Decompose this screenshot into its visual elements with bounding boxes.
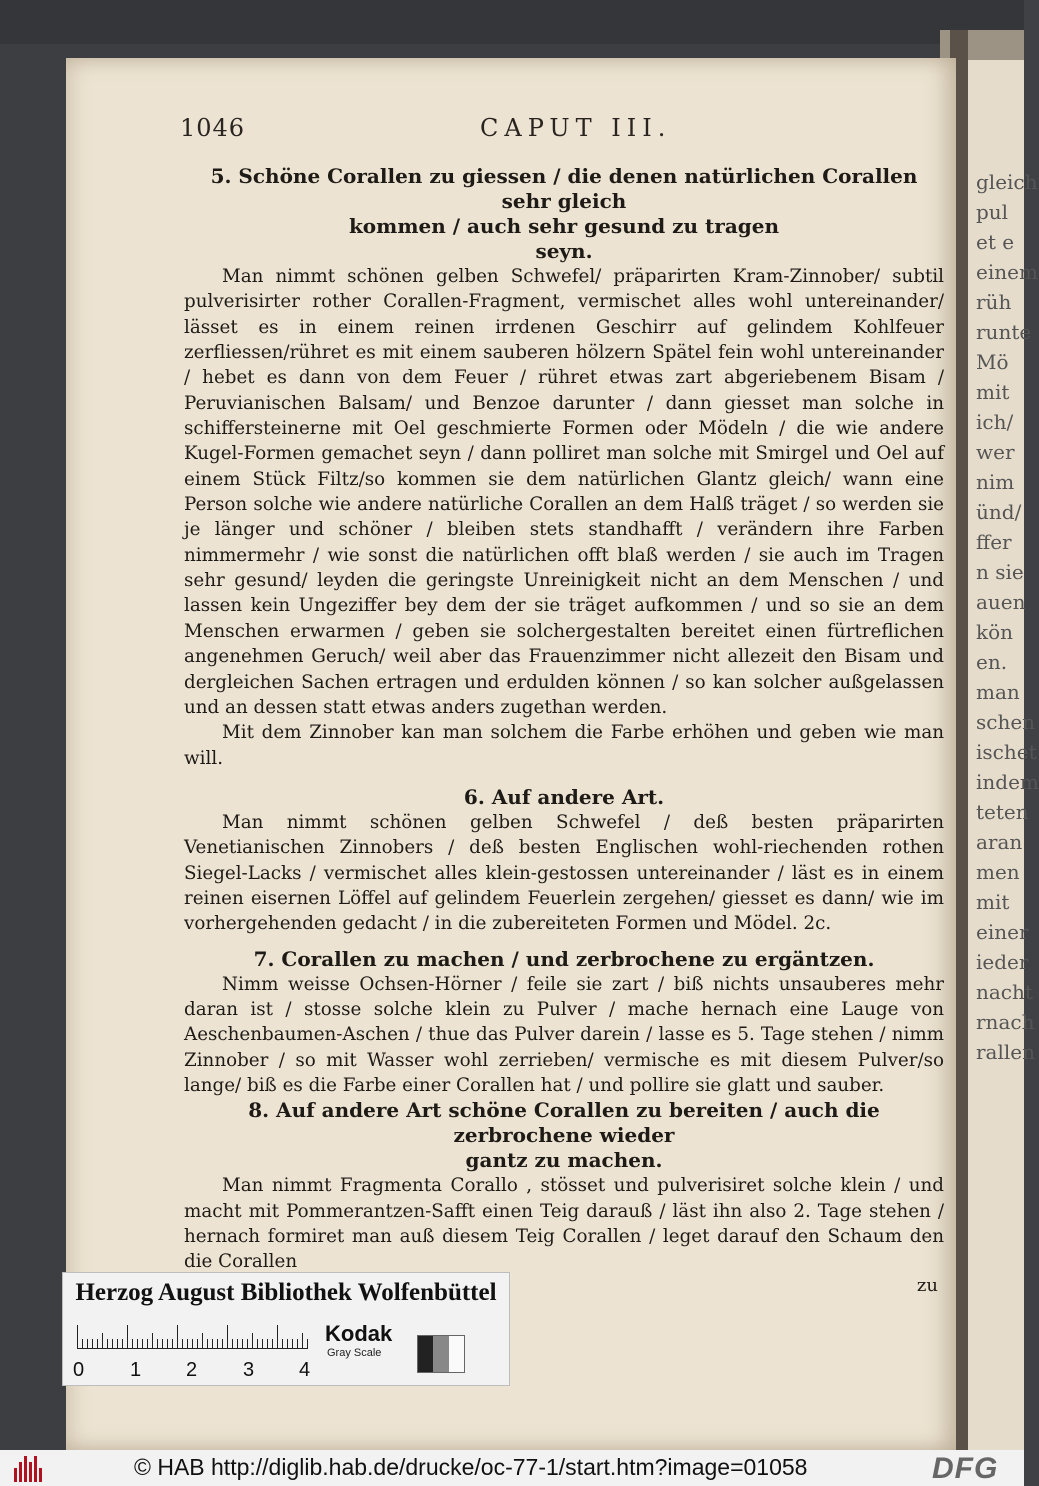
- next-page-fragment: [968, 60, 1039, 1450]
- ruler-tick: [162, 1339, 163, 1349]
- ruler-tick: [217, 1339, 218, 1349]
- ruler-tick: [177, 1325, 178, 1349]
- ruler-tick: [122, 1339, 123, 1349]
- next-page-text: gleich: [976, 170, 1038, 194]
- page-header: [180, 114, 780, 148]
- next-page-text: auen: [976, 590, 1026, 614]
- next-page-text: mit: [976, 380, 1010, 404]
- copyright-url: © HAB http://diglib.hab.de/drucke/oc-77-1/start.htm?image=01058: [134, 1454, 808, 1480]
- ruler-tick: [292, 1339, 293, 1349]
- section-5-heading-line2: kommen / auch sehr gesund zu tragen: [348, 214, 780, 238]
- ruler-tick: [167, 1339, 168, 1349]
- next-page-text: pul: [976, 200, 1009, 224]
- ruler-tick: [297, 1339, 298, 1349]
- running-head: CAPUT III.: [480, 114, 672, 142]
- section-8-heading-line1: 8. Auf andere Art schöne Corallen zu bereiten / auch die zerbrochene wieder: [248, 1098, 880, 1148]
- ruler-tick: [107, 1339, 108, 1349]
- next-page-text: aran: [976, 830, 1023, 854]
- next-page-text: einer: [976, 920, 1029, 944]
- gray-scale-patches: [417, 1335, 465, 1373]
- ruler-tick: [92, 1339, 93, 1349]
- next-page-text: rallen: [976, 1040, 1035, 1064]
- ruler-tick: [127, 1325, 128, 1349]
- ruler-tick: [282, 1339, 283, 1349]
- ruler-tick: [207, 1339, 208, 1349]
- ruler-tick: [247, 1339, 248, 1349]
- next-page-text: runte: [976, 320, 1032, 344]
- ruler-number-2: 2: [186, 1359, 198, 1381]
- ruler-tick: [142, 1339, 143, 1349]
- ruler-tick: [102, 1333, 103, 1349]
- next-page-text: ieder: [976, 950, 1029, 974]
- ruler-tick: [252, 1333, 253, 1349]
- ruler-tick: [77, 1325, 78, 1349]
- ruler-tick: [197, 1339, 198, 1349]
- ruler-tick: [287, 1339, 288, 1349]
- ruler-tick: [212, 1339, 213, 1349]
- next-page-text: ischet: [976, 740, 1037, 764]
- next-page-text: kön: [976, 620, 1014, 644]
- ruler-tick: [307, 1339, 308, 1349]
- next-page-text: mit: [976, 890, 1010, 914]
- next-page-text: nacht: [976, 980, 1033, 1004]
- section-8-heading-line2: gantz zu machen.: [465, 1148, 663, 1173]
- ruler-tick: [237, 1339, 238, 1349]
- ruler-tick: [97, 1339, 98, 1349]
- ruler-number-4: 4: [299, 1359, 311, 1381]
- ruler-tick: [147, 1339, 148, 1349]
- ruler-tick: [277, 1325, 278, 1349]
- next-page-text: nim: [976, 470, 1015, 494]
- kodak-logo: Kodak: [325, 1321, 393, 1346]
- ruler-tick: [272, 1339, 273, 1349]
- ruler-number-0: 0: [73, 1359, 85, 1381]
- institution-name: Herzog August Bibliothek Wolfenbüttel: [75, 1279, 497, 1306]
- ruler-tick: [117, 1339, 118, 1349]
- ruler-tick: [192, 1339, 193, 1349]
- ruler-tick: [302, 1333, 303, 1349]
- ruler-tick: [242, 1339, 243, 1349]
- next-page-text: Mö: [976, 350, 1009, 374]
- next-page-text: ffer: [976, 530, 1012, 554]
- ruler-tick: [172, 1339, 173, 1349]
- section-5-heading-line1: 5. Schöne Corallen zu giessen / die denen natürlichen Corallen sehr gleich: [210, 164, 918, 213]
- ruler-tick: [182, 1339, 183, 1349]
- section-6-heading: 6. Auf andere Art.: [463, 784, 665, 809]
- next-page-text: indem: [976, 770, 1039, 794]
- section-7-paragraph: Nimm weisse Ochsen-Hörner / feile sie zart / biß nichts unsauberes mehr daran ist / stosse solche klein zu Pulver / mache hernach eine Lauge von Aeschenbaumen-Aschen / thue das Pulver darein / lasse es 5. Tage stehen / nimm Zinnober / so mit Wasser wohl zerrieben/ vermische es mit diesem Pulver/so lange/ biß es die Farbe einer Corallen hat / und pollire sie glatt und sauber.: [184, 973, 944, 1096]
- section-5-heading-line3: seyn.: [535, 239, 593, 263]
- ruler-tick: [187, 1339, 188, 1349]
- ruler-number-3: 3: [243, 1359, 255, 1381]
- next-page-text: rüh: [976, 290, 1012, 314]
- next-page-text: ünd/: [976, 500, 1022, 524]
- book-page: [66, 58, 956, 1450]
- page-number: 1046: [180, 114, 246, 142]
- next-page-text: man: [976, 680, 1020, 704]
- next-page-text: en.: [976, 650, 1008, 674]
- next-page-text: rnach: [976, 1010, 1035, 1034]
- hab-logo-icon: [14, 1454, 44, 1482]
- ruler-tick: [257, 1339, 258, 1349]
- next-page-text: wer: [976, 440, 1015, 464]
- ruler-tick: [137, 1339, 138, 1349]
- ruler-tick: [152, 1333, 153, 1349]
- next-page-text: ich/: [976, 410, 1014, 434]
- section-5-paragraph: Man nimmt schönen gelben Schwefel/ präparirten Kram-Zinnober/ subtil pulverisirter rother Corallen-Fragment, vermischet alles wohl untereinander/ lässet es in einem reinen irrdenen Geschirr auf gelindem Kohlfeuer zerfliessen/rühret es mit einem sauberen hölzern Spätel fein wohl untereinander / hebet es dann von dem Feuer / rühret etwas zart abgeriebenem Bisam / Peruvianischen Balsam/ und Benzoe darunter / dann giesset man solche in schiffersteinerne mit Oel geschmierte Formen oder Mödeln / die wie andere Kugel-Formen gemachet seyn / dann polliret man solche mit Smirgel und Oel auf einem Stück Filtz/so kommen sie dem natürlichen Glantz gleich/ wann eine Person solche wie andere natürliche Corallen an dem Halß träget / so werden sie je länger und schöner / bleiben stets standhafft / verändern ihre Farben nimmermehr / wie sonst die natürlichen offt blaß werden / sie auch im Tragen sehr gesund/ leyden die geringste Unreinigkeit nicht an dem Menschen / und lassen kein Ungeziffer bey dem der sie träget aufkommen / und so sie an dem Menschen erwarmen / geben sie solchergestalten bereitet einen fürtreflichen angenehmen Geruch/ weil aber das Frauenzimmer nicht allezeit den Bisam und dergleichen Sachen ertragen und erdulden können / so kan solcher außgelassen und an dessen statt etwas anders zugethan werden.: [184, 266, 944, 718]
- ruler-tick: [202, 1333, 203, 1349]
- next-page-text: n sie: [976, 560, 1024, 584]
- centimeter-ruler: [77, 1323, 327, 1349]
- next-page-text: men: [976, 860, 1020, 884]
- ruler-tick: [82, 1339, 83, 1349]
- ruler-tick: [232, 1339, 233, 1349]
- ruler-tick: [87, 1339, 88, 1349]
- next-page-text: einem: [976, 260, 1038, 284]
- viewer-top-shadow: [0, 0, 1024, 44]
- next-page-text: et e: [976, 230, 1015, 254]
- ruler-tick: [222, 1339, 223, 1349]
- dfg-logo: DFG: [932, 1452, 999, 1485]
- next-page-text: schen: [976, 710, 1036, 734]
- section-7-heading: 7. Corallen zu machen / und zerbrochene zu ergäntzen.: [253, 946, 875, 971]
- ruler-tick: [132, 1339, 133, 1349]
- page-text: [184, 164, 944, 1297]
- ruler-tick: [262, 1339, 263, 1349]
- footer-bar: [0, 1450, 1024, 1486]
- gray-scale-label: Gray Scale: [327, 1347, 382, 1359]
- ruler-number-1: 1: [130, 1359, 142, 1381]
- section-6-paragraph: Man nimmt schönen gelben Schwefel / deß besten präparirten Venetianischen Zinnobers / deß besten Englischen wohl-riechenden rothen Siegel-Lacks / vermischet alles klein-gestossen untereinander / läst es in einem reinen eisernen Löffel auf gelindem Feuerlein zergehen/ giesset es dann/ wie im vorhergehenden gedacht / in die zubereiteten Formen und Mödel. 2c.: [184, 811, 944, 935]
- ruler-tick: [157, 1339, 158, 1349]
- scale-card: [62, 1272, 510, 1386]
- ruler-tick: [267, 1339, 268, 1349]
- next-page-text: teten: [976, 800, 1029, 824]
- section-8-paragraph: Man nimmt Fragmenta Corallo , stösset und pulverisiret solche klein / und macht mit Pommerantzen-Safft einen Teig darauß / läst ihn also 2. Tage stehen / hernach formiret man auß diesem Teig Corallen / leget darauf den Schaum den die Corallen: [184, 1175, 944, 1273]
- section-5-paragraph-2: Mit dem Zinnober kan man solchem die Farbe erhöhen und geben wie man will.: [184, 722, 944, 769]
- ruler-tick: [227, 1325, 228, 1349]
- ruler-tick: [112, 1339, 113, 1349]
- catchword: zu: [916, 1274, 938, 1296]
